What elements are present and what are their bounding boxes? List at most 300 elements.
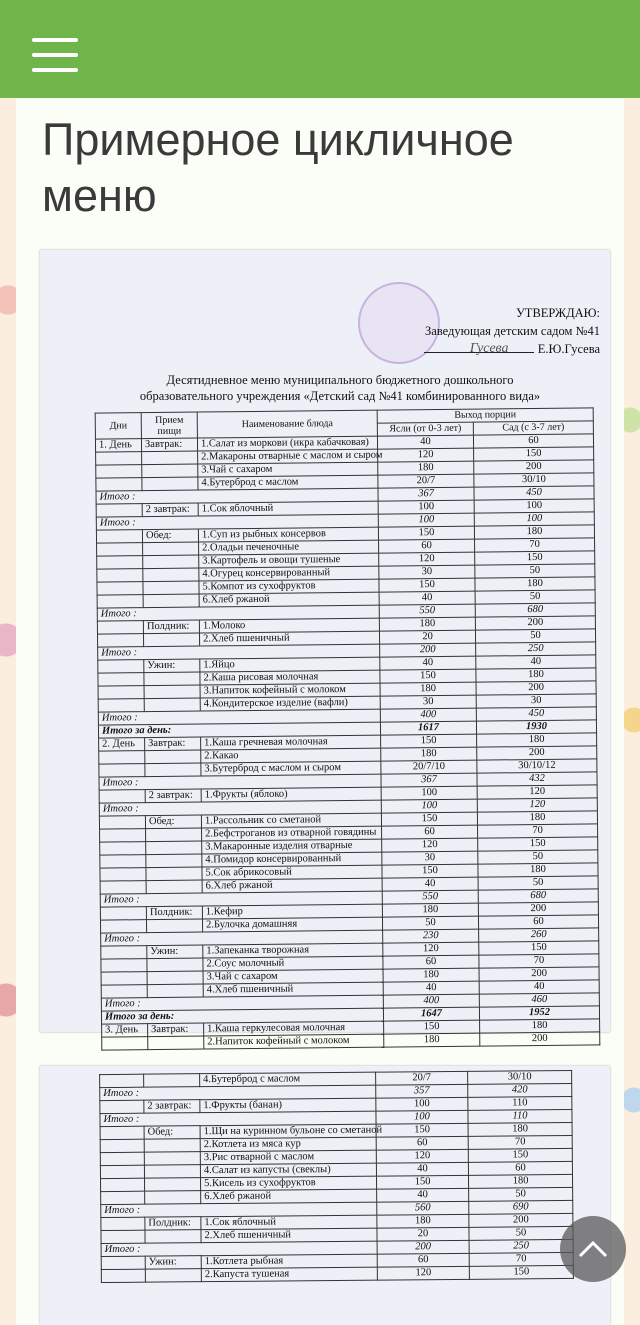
garden-portion-cell: 50 [469, 1187, 573, 1201]
meal-cell [146, 854, 202, 868]
meal-cell [144, 1074, 200, 1087]
day-cell [101, 1217, 145, 1230]
day-cell [97, 569, 143, 582]
dish-cell: 1.Фрукты (яблоко) [201, 787, 381, 802]
nursery-portion-cell: 20 [377, 1227, 469, 1241]
day-cell [101, 946, 147, 959]
meal-cell: Полдник: [143, 620, 199, 634]
meal-cell: Завтрак: [145, 737, 201, 751]
meal-cell [142, 451, 198, 465]
menu-document-image-1[interactable] [40, 250, 610, 1048]
total-label: Итого : [101, 1241, 377, 1256]
garden-portion-cell: 70 [479, 954, 599, 968]
meal-cell [147, 971, 203, 985]
menu-document-image-2[interactable] [40, 1066, 610, 1325]
nursery-portion-cell: 40 [377, 435, 473, 449]
dish-cell: 4.Бутерброд с маслом [198, 475, 378, 490]
meal-cell [142, 477, 198, 491]
garden-portion-cell: 70 [468, 1135, 572, 1149]
meal-cell [143, 555, 199, 569]
garden-portion-cell: 180 [475, 577, 595, 591]
garden-portion-cell: 60 [478, 915, 598, 929]
meal-cell: Полдник: [146, 906, 202, 920]
dish-cell: 1.Фрукты (банан) [200, 1098, 376, 1113]
garden-portion-cell: 200 [478, 902, 598, 916]
nursery-portion-cell: 60 [376, 1136, 468, 1150]
garden-portion-cell: 180 [477, 733, 597, 747]
meal-cell [145, 750, 201, 764]
meal-cell [144, 672, 200, 686]
nursery-portion-cell: 40 [379, 591, 475, 605]
day-cell [100, 881, 146, 894]
day-cell [101, 1191, 145, 1204]
nursery-portion-cell: 180 [379, 617, 475, 631]
dish-cell: 2.Напиток кофейный с молоком [204, 1034, 384, 1049]
garden-portion-cell: 110 [468, 1109, 572, 1123]
nursery-portion-cell: 100 [381, 786, 477, 800]
garden-portion-cell: 200 [479, 967, 599, 981]
meal-cell [145, 1269, 201, 1282]
dish-cell: 6.Хлеб ржаной [201, 1189, 377, 1204]
garden-portion-cell: 460 [479, 993, 599, 1007]
dish-cell: 2.Хлеб пшеничный [199, 631, 379, 646]
dish-cell: 4.Бутерброд с маслом [200, 1072, 376, 1087]
garden-portion-cell: 70 [469, 1252, 573, 1266]
dish-cell: 3.Рис отварной с маслом [200, 1150, 376, 1165]
garden-portion-cell: 180 [480, 1019, 600, 1033]
garden-portion-cell: 50 [478, 876, 598, 890]
meal-cell [143, 594, 199, 608]
meal-cell: 2 завтрак: [144, 1100, 200, 1113]
dish-cell: 1.Каша гречневая молочная [201, 735, 381, 750]
day-cell [100, 1139, 144, 1152]
nursery-portion-cell: 120 [377, 1266, 469, 1280]
day-cell: 3. День [102, 1024, 148, 1037]
nursery-portion-cell: 20/7/10 [381, 760, 477, 774]
nursery-portion-cell: 230 [383, 929, 479, 943]
day-cell [100, 1126, 144, 1139]
garden-portion-cell: 250 [476, 642, 596, 656]
garden-portion-cell: 200 [475, 616, 595, 630]
nursery-portion-cell: 40 [377, 1188, 469, 1202]
heading-line-2: образовательного учреждения «Детский сад №41 комбинированного вида» [139, 389, 541, 403]
approval-block [360, 304, 600, 358]
garden-portion-cell: 150 [474, 447, 594, 461]
garden-portion-cell: 100 [474, 512, 594, 526]
meal-cell: Ужин: [145, 1256, 201, 1269]
menu-table-1 [95, 407, 601, 1050]
meal-cell [146, 867, 202, 881]
meal-cell [144, 698, 200, 712]
day-cell [100, 1100, 144, 1113]
garden-portion-cell: 50 [475, 629, 595, 643]
nursery-portion-cell: 120 [383, 942, 479, 956]
dish-cell: 5.Кисель из сухофруктов [201, 1176, 377, 1191]
garden-portion-cell: 200 [476, 681, 596, 695]
nursery-portion-cell: 550 [379, 604, 475, 618]
garden-portion-cell: 450 [474, 486, 594, 500]
header-days: Дни [95, 413, 141, 439]
garden-portion-cell: 150 [478, 837, 598, 851]
garden-portion-cell: 200 [469, 1213, 573, 1227]
garden-portion-cell: 30/10 [468, 1070, 572, 1084]
menu-table-2 [99, 1070, 574, 1283]
garden-portion-cell: 680 [475, 603, 595, 617]
nursery-portion-cell: 150 [380, 669, 476, 683]
dish-cell: 4.Помидор консервированный [202, 852, 382, 867]
meal-cell: Ужин: [147, 945, 203, 959]
nursery-portion-cell: 100 [378, 513, 474, 527]
signature: Гусева [469, 341, 509, 356]
nursery-portion-cell: 180 [382, 903, 478, 917]
meal-cell [145, 1191, 201, 1204]
meal-cell [142, 464, 198, 478]
day-cell [97, 634, 143, 647]
meal-cell: Ужин: [144, 659, 200, 673]
total-label: Итого : [98, 709, 380, 725]
header-meal: Прием пищи [141, 412, 197, 439]
day-cell [101, 972, 147, 985]
garden-portion-cell: 1930 [476, 720, 596, 734]
garden-portion-cell: 432 [477, 772, 597, 786]
meal-cell [148, 1036, 204, 1050]
garden-portion-cell: 40 [476, 655, 596, 669]
garden-portion-cell: 30/10/12 [477, 759, 597, 773]
dish-cell: 6.Хлеб ржаной [202, 878, 382, 893]
garden-portion-cell: 250 [469, 1239, 573, 1253]
total-label: Итого : [100, 1111, 376, 1126]
page-title: Примерное цикличное меню [42, 114, 514, 221]
dish-cell: 1.Щи на куринном бульоне со сметаной [200, 1124, 376, 1139]
garden-portion-cell: 70 [478, 824, 598, 838]
dish-cell: 1.Каша геркулесовая молочная [204, 1021, 384, 1036]
total-label: Итого : [100, 891, 382, 907]
day-cell [101, 985, 147, 998]
meal-cell: Завтрак: [141, 438, 197, 452]
dish-cell: 2.Бефстроганов из отварной говядины [202, 826, 382, 841]
meal-cell: Обед: [145, 815, 201, 829]
dish-cell: 2.Макароны отварные с маслом и сыром [198, 449, 378, 464]
meal-cell [146, 880, 202, 894]
nursery-portion-cell: 367 [378, 487, 474, 501]
dish-cell: 1.Сок яблочный [198, 501, 378, 516]
nursery-portion-cell: 60 [383, 955, 479, 969]
day-cell [96, 452, 142, 465]
garden-portion-cell: 260 [479, 928, 599, 942]
garden-portion-cell: 100 [474, 499, 594, 513]
day-cell [99, 816, 145, 829]
nursery-portion-cell: 367 [381, 773, 477, 787]
nursery-portion-cell: 150 [376, 1123, 468, 1137]
day-cell [99, 751, 145, 764]
day-cell [100, 829, 146, 842]
total-label: Итого за день: [98, 722, 380, 738]
garden-portion-cell: 120 [477, 785, 597, 799]
meal-cell [145, 1178, 201, 1191]
dish-cell: 4.Кондитерское изделие (вафли) [200, 696, 380, 711]
nursery-portion-cell: 550 [382, 890, 478, 904]
total-label: Итого : [96, 514, 378, 530]
garden-portion-cell: 60 [473, 434, 593, 448]
day-cell: 2. День [99, 738, 145, 751]
garden-portion-cell: 180 [476, 668, 596, 682]
dish-cell: 2.Каша рисовая молочная [200, 670, 380, 685]
meal-cell: Полдник: [145, 1217, 201, 1230]
total-label: Итого : [99, 800, 381, 816]
nursery-portion-cell: 120 [379, 552, 475, 566]
day-cell [101, 1178, 145, 1191]
garden-portion-cell: 150 [475, 551, 595, 565]
total-label: Итого : [97, 605, 379, 621]
hamburger-menu-icon[interactable] [32, 38, 78, 72]
nursery-portion-cell: 180 [384, 1033, 480, 1047]
garden-portion-cell: 50 [475, 590, 595, 604]
meal-cell: 2 завтрак: [142, 503, 198, 517]
day-cell [100, 855, 146, 868]
dish-cell: 3.Напиток кофейный с молоком [200, 683, 380, 698]
meal-cell [144, 1139, 200, 1152]
meal-cell [147, 958, 203, 972]
nursery-portion-cell: 30 [379, 565, 475, 579]
nursery-portion-cell: 20/7 [376, 1071, 468, 1085]
header-nursery: Ясли (от 0-3 лет) [377, 422, 473, 436]
garden-portion-cell: 50 [475, 564, 595, 578]
nursery-portion-cell: 100 [376, 1097, 468, 1111]
nursery-portion-cell: 120 [378, 448, 474, 462]
dish-cell: 3.Чай с сахаром [198, 462, 378, 477]
meal-cell [143, 542, 199, 556]
dish-cell: 1.Салат из моркови (икра кабачковая) [197, 436, 377, 451]
meal-cell [145, 1230, 201, 1243]
garden-portion-cell: 200 [480, 1032, 600, 1046]
day-cell [99, 764, 145, 777]
nursery-portion-cell: 180 [378, 461, 474, 475]
garden-portion-cell: 180 [478, 863, 598, 877]
meal-cell [143, 568, 199, 582]
meal-cell: Обед: [142, 529, 198, 543]
nursery-portion-cell: 40 [383, 981, 479, 995]
day-cell [100, 1152, 144, 1165]
meal-cell [145, 763, 201, 777]
meal-cell [144, 685, 200, 699]
meal-cell [144, 1152, 200, 1165]
dish-cell: 1.Суп из рыбных консервов [198, 527, 378, 542]
main-content [16, 98, 624, 1325]
nursery-portion-cell: 100 [378, 500, 474, 514]
meal-cell [147, 984, 203, 998]
header-dish: Наименование блюда [197, 410, 377, 438]
garden-portion-cell: 110 [468, 1096, 572, 1110]
meal-cell [143, 581, 199, 595]
nursery-portion-cell: 40 [380, 656, 476, 670]
dish-cell: 1.Кефир [202, 904, 382, 919]
meal-cell [143, 633, 199, 647]
garden-portion-cell: 690 [469, 1200, 573, 1214]
day-cell [100, 868, 146, 881]
total-label: Итого : [98, 644, 380, 660]
meal-cell: 2 завтрак: [145, 789, 201, 803]
nursery-portion-cell: 200 [377, 1240, 469, 1254]
header-portion: Выход порции [377, 408, 593, 423]
day-cell [97, 621, 143, 634]
nursery-portion-cell: 150 [378, 526, 474, 540]
day-cell [100, 842, 146, 855]
nursery-portion-cell: 1647 [383, 1007, 479, 1021]
dish-cell: 2.Какао [201, 748, 381, 763]
garden-portion-cell: 200 [477, 746, 597, 760]
dish-cell: 3.Бутерброд с маслом и сыром [201, 761, 381, 776]
header-garden: Сад (с 3-7 лет) [473, 421, 593, 435]
day-cell [100, 1074, 144, 1087]
dish-cell: 3.Чай с сахаром [203, 969, 383, 984]
nursery-portion-cell: 150 [382, 864, 478, 878]
dish-cell: 2.Капуста тушеная [201, 1267, 377, 1282]
garden-portion-cell: 180 [474, 525, 594, 539]
nursery-portion-cell: 150 [381, 812, 477, 826]
day-cell [96, 530, 142, 543]
garden-portion-cell: 680 [478, 889, 598, 903]
dish-cell: 4.Салат из капусты (свеклы) [200, 1163, 376, 1178]
nursery-portion-cell: 150 [379, 578, 475, 592]
total-label: Итого : [100, 1085, 376, 1100]
day-cell [96, 478, 142, 491]
day-cell [100, 907, 146, 920]
nursery-portion-cell: 560 [377, 1201, 469, 1215]
meal-cell [144, 1165, 200, 1178]
dish-cell: 5.Сок абрикосовый [202, 865, 382, 880]
approve-position: Заведующая детским садом №41 [425, 324, 600, 338]
nursery-portion-cell: 120 [382, 838, 478, 852]
nursery-portion-cell: 150 [381, 734, 477, 748]
nursery-portion-cell: 1617 [380, 721, 476, 735]
nursery-portion-cell: 20/7 [378, 474, 474, 488]
garden-portion-cell: 180 [468, 1122, 572, 1136]
nursery-portion-cell: 357 [376, 1084, 468, 1098]
garden-portion-cell: 120 [477, 798, 597, 812]
dish-cell: 3.Макаронные изделия отварные [202, 839, 382, 854]
garden-portion-cell: 40 [479, 980, 599, 994]
garden-portion-cell: 420 [468, 1083, 572, 1097]
meal-cell: Завтрак: [148, 1023, 204, 1037]
day-cell [97, 582, 143, 595]
total-label: Итого : [101, 995, 383, 1011]
day-cell [100, 920, 146, 933]
nursery-portion-cell: 180 [381, 747, 477, 761]
dish-cell: 1.Запеканка творожная [203, 943, 383, 958]
day-cell [102, 1037, 148, 1050]
garden-portion-cell: 30/10 [474, 473, 594, 487]
nursery-portion-cell: 40 [382, 877, 478, 891]
day-cell: 1. День [95, 439, 141, 452]
nursery-portion-cell: 60 [382, 825, 478, 839]
dish-cell: 2.Оладьи печеночные [199, 540, 379, 555]
garden-portion-cell: 150 [469, 1265, 573, 1279]
day-cell [98, 660, 144, 673]
top-bar [0, 0, 640, 98]
dish-cell: 2.Соус молочный [203, 956, 383, 971]
nursery-portion-cell: 180 [377, 1214, 469, 1228]
nursery-portion-cell: 150 [384, 1020, 480, 1034]
total-label: Итого : [101, 930, 383, 946]
garden-portion-cell: 70 [475, 538, 595, 552]
garden-portion-cell: 50 [469, 1226, 573, 1240]
approve-name: Е.Ю.Гусева [537, 342, 600, 356]
dish-cell: 2.Булочка домашняя [202, 917, 382, 932]
dish-cell: 1.Сок яблочный [201, 1215, 377, 1230]
garden-portion-cell: 150 [479, 941, 599, 955]
garden-portion-cell: 180 [468, 1174, 572, 1188]
nursery-portion-cell: 30 [380, 695, 476, 709]
dish-cell: 2.Хлеб пшеничный [201, 1228, 377, 1243]
dish-cell: 3.Картофель и овощи тушеные [199, 553, 379, 568]
day-cell [97, 595, 143, 608]
garden-portion-cell: 60 [468, 1161, 572, 1175]
day-cell [97, 543, 143, 556]
dish-cell: 1.Молоко [199, 618, 379, 633]
day-cell [101, 1269, 145, 1282]
dish-cell: 6.Хлеб ржаной [199, 592, 379, 607]
nursery-portion-cell: 40 [376, 1162, 468, 1176]
day-cell [98, 673, 144, 686]
nursery-portion-cell: 60 [377, 1253, 469, 1267]
dish-cell: 1.Котлета рыбная [201, 1254, 377, 1269]
day-cell [101, 959, 147, 972]
dish-cell: 4.Огурец консервированный [199, 566, 379, 581]
garden-portion-cell: 150 [468, 1148, 572, 1162]
dish-cell: 4.Хлеб пшеничный [203, 982, 383, 997]
nursery-portion-cell: 100 [376, 1110, 468, 1124]
nursery-portion-cell: 180 [380, 682, 476, 696]
meal-cell [146, 919, 202, 933]
nursery-portion-cell: 150 [376, 1175, 468, 1189]
garden-portion-cell: 50 [478, 850, 598, 864]
total-label: Итого : [101, 1202, 377, 1217]
nursery-portion-cell: 30 [382, 851, 478, 865]
garden-portion-cell: 180 [477, 811, 597, 825]
nursery-portion-cell: 60 [379, 539, 475, 553]
nursery-portion-cell: 200 [380, 643, 476, 657]
scroll-to-top-button[interactable] [560, 1216, 626, 1282]
garden-portion-cell: 30 [476, 694, 596, 708]
day-cell [100, 1165, 144, 1178]
nursery-portion-cell: 180 [383, 968, 479, 982]
day-cell [96, 465, 142, 478]
day-cell [101, 1256, 145, 1269]
nursery-portion-cell: 400 [380, 708, 476, 722]
total-label: Итого за день: [101, 1008, 383, 1024]
dish-cell: 1.Яйцо [200, 657, 380, 672]
day-cell [99, 790, 145, 803]
day-cell [98, 699, 144, 712]
nursery-portion-cell: 400 [383, 994, 479, 1008]
total-label: Итого : [99, 774, 381, 790]
garden-portion-cell: 200 [474, 460, 594, 474]
nursery-portion-cell: 20 [379, 630, 475, 644]
approve-label: УТВЕРЖДАЮ: [515, 306, 600, 320]
meal-cell: Обед: [144, 1126, 200, 1139]
total-label: Итого : [96, 488, 378, 504]
document-heading [100, 372, 580, 404]
approve-signature-line [360, 340, 600, 358]
day-cell [96, 504, 142, 517]
meal-cell [146, 828, 202, 842]
day-cell [98, 686, 144, 699]
nursery-portion-cell: 100 [381, 799, 477, 813]
meal-cell [146, 841, 202, 855]
garden-portion-cell: 450 [476, 707, 596, 721]
heading-line-1: Десятидневное меню муниципального бюджетного дошкольного [166, 373, 514, 387]
day-cell [97, 556, 143, 569]
